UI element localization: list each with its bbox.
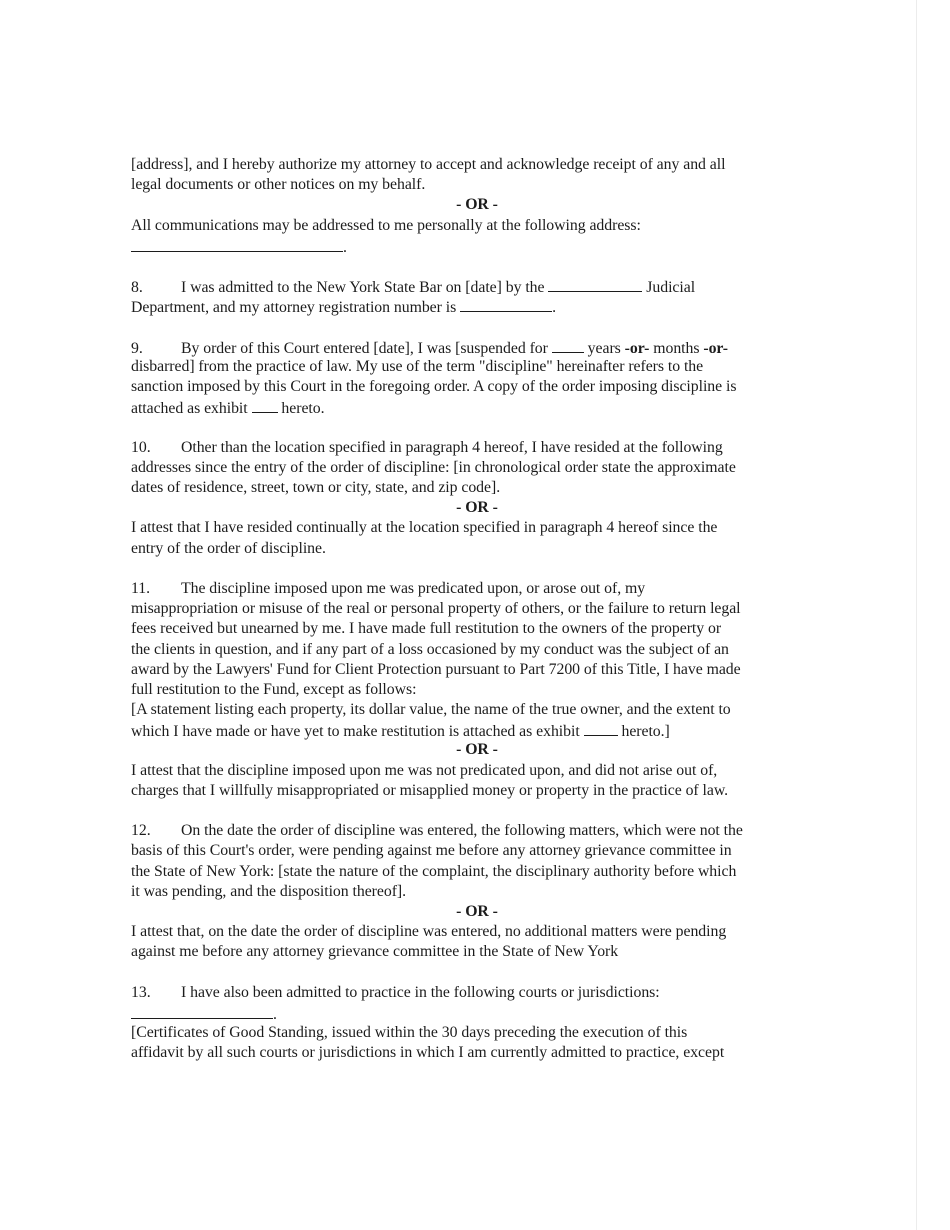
- paragraph-9-text: attached as exhibit: [131, 400, 248, 418]
- document-body: [131, 155, 811, 1063]
- paragraph-10-line-2: addresses since the entry of the order of discipline: [in chronological order state the approximate: [131, 458, 736, 476]
- paragraph-8-text: .: [552, 299, 557, 317]
- paragraph-10-line-5: entry of the order of discipline.: [131, 539, 326, 557]
- registration-number-blank: [460, 296, 552, 312]
- paragraph-11-line-8: [131, 720, 811, 740]
- paragraph-12-line-4: it was pending, and the disposition thereof].: [131, 882, 407, 900]
- jurisdictions-blank-line: [131, 1003, 811, 1023]
- paragraph-13-line-1: [131, 983, 811, 1003]
- paragraph-13-line-3: affidavit by all such courts or jurisdictions in which I am currently admitted to practice, except: [131, 1044, 725, 1062]
- paragraph-8-line-2: [131, 296, 811, 316]
- paragraph-11-line-7: [A statement listing each property, its dollar value, the name of the true owner, and the extent to: [131, 701, 731, 719]
- paragraph-9-number: 9.: [131, 339, 143, 357]
- page-edge: [916, 0, 917, 1230]
- address-blank-period: .: [343, 238, 347, 256]
- paragraph-11-text: The discipline imposed upon me was predicated upon, or arose out of, my: [181, 579, 646, 597]
- paragraph-13-number: 13.: [131, 983, 151, 1001]
- paragraph-11-line-3: fees received but unearned by me. I have made full restitution to the owners of the property or: [131, 620, 722, 638]
- paragraph-11-text: hereto.]: [621, 723, 670, 741]
- paragraph-8-text: Department, and my attorney registration number is: [131, 299, 457, 317]
- paragraph-9-text: years: [587, 339, 621, 357]
- paragraph-11-number: 11.: [131, 579, 151, 597]
- paragraph-9-line-3: sanction imposed by this Court in the foregoing order. A copy of the order imposing discipline is: [131, 378, 737, 396]
- intro-line-1: [address], and I hereby authorize my attorney to accept and acknowledge receipt of any and all: [131, 156, 726, 173]
- paragraph-12-line-6: against me before any attorney grievance committee in the State of New York: [131, 943, 619, 961]
- paragraph-12-text: On the date the order of discipline was entered, the following matters, which were not the: [181, 822, 743, 840]
- intro-line-3: All communications may be addressed to me personally at the following address:: [131, 216, 641, 234]
- paragraph-9-text: hereto.: [281, 400, 325, 418]
- paragraph-11-line-5: award by the Lawyers' Fund for Client Protection pursuant to Part 7200 of this Title, I have made: [131, 660, 741, 678]
- paragraph-13-text: I have also been admitted to practice in the following courts or jurisdictions:: [181, 983, 660, 1001]
- paragraph-11-line-2: misappropriation or misuse of the real or personal property of others, or the failure to return legal: [131, 600, 741, 618]
- paragraph-9-line-2: disbarred] from the practice of law. My use of the term "discipline" hereinafter refers to the: [131, 357, 704, 375]
- paragraph-10-line-1: [131, 438, 811, 458]
- paragraph-11-line-6: full restitution to the Fund, except as follows:: [131, 680, 417, 698]
- paragraph-10-number: 10.: [131, 438, 151, 456]
- department-blank: [548, 276, 642, 292]
- jurisdictions-blank: [131, 1003, 273, 1019]
- years-blank: [552, 337, 584, 353]
- paragraph-8-line-1: [131, 276, 811, 296]
- paragraph-13-line-2: [Certificates of Good Standing, issued within the 30 days preceding the execution of this: [131, 1024, 688, 1042]
- paragraph-11-line-9: I attest that the discipline imposed upon me was not predicated upon, and did not arise out of,: [131, 761, 718, 779]
- paragraph-11-line-10: charges that I willfully misappropriated or misapplied money or property in the practice of law.: [131, 781, 729, 799]
- exhibit-blank: [584, 720, 618, 736]
- paragraph-12-line-3: the State of New York: [state the nature of the complaint, the disciplinary authority before which: [131, 862, 737, 880]
- paragraph-9-text: By order of this Court entered [date], I was [suspended for: [181, 339, 548, 357]
- or-separator: - OR -: [456, 196, 498, 214]
- exhibit-blank: [252, 397, 278, 413]
- paragraph-10-text: Other than the location specified in paragraph 4 hereof, I have resided at the following: [181, 438, 723, 456]
- paragraph-12-number: 12.: [131, 822, 151, 840]
- paragraph-11-text: which I have made or have yet to make restitution is attached as exhibit: [131, 723, 580, 741]
- paragraph-8-text: I was admitted to the New York State Bar on [date] by the: [181, 279, 545, 297]
- paragraph-9-text: months: [653, 339, 700, 357]
- paragraph-12-line-5: I attest that, on the date the order of discipline was entered, no additional matters were pending: [131, 923, 727, 941]
- paragraph-9-or-bold: -or-: [624, 339, 650, 357]
- paragraph-11-line-1: [131, 579, 811, 599]
- jurisdictions-blank-period: .: [273, 1005, 277, 1023]
- paragraph-10-line-4: I attest that I have resided continually at the location specified in paragraph 4 hereof since the: [131, 519, 718, 537]
- paragraph-8-text: Judicial: [646, 279, 696, 297]
- intro-line-2: legal documents or other notices on my behalf.: [131, 176, 426, 194]
- paragraph-8-number: 8.: [131, 279, 143, 297]
- address-blank-line: [131, 236, 811, 256]
- or-separator: - OR -: [456, 499, 498, 517]
- paragraph-9-line-1: [131, 337, 811, 357]
- paragraph-12-line-1: [131, 821, 811, 841]
- or-separator: - OR -: [456, 902, 498, 920]
- paragraph-11-line-4: the clients in question, and if any part of a loss occasioned by my conduct was the subject of an: [131, 640, 729, 658]
- address-blank: [131, 236, 343, 252]
- or-separator: - OR -: [456, 741, 498, 759]
- paragraph-9-or-bold: -or-: [703, 339, 729, 357]
- paragraph-9-line-4: [131, 397, 811, 417]
- paragraph-10-line-3: dates of residence, street, town or city, state, and zip code].: [131, 479, 501, 496]
- paragraph-12-line-2: basis of this Court's order, were pending against me before any attorney grievance committee in: [131, 842, 732, 860]
